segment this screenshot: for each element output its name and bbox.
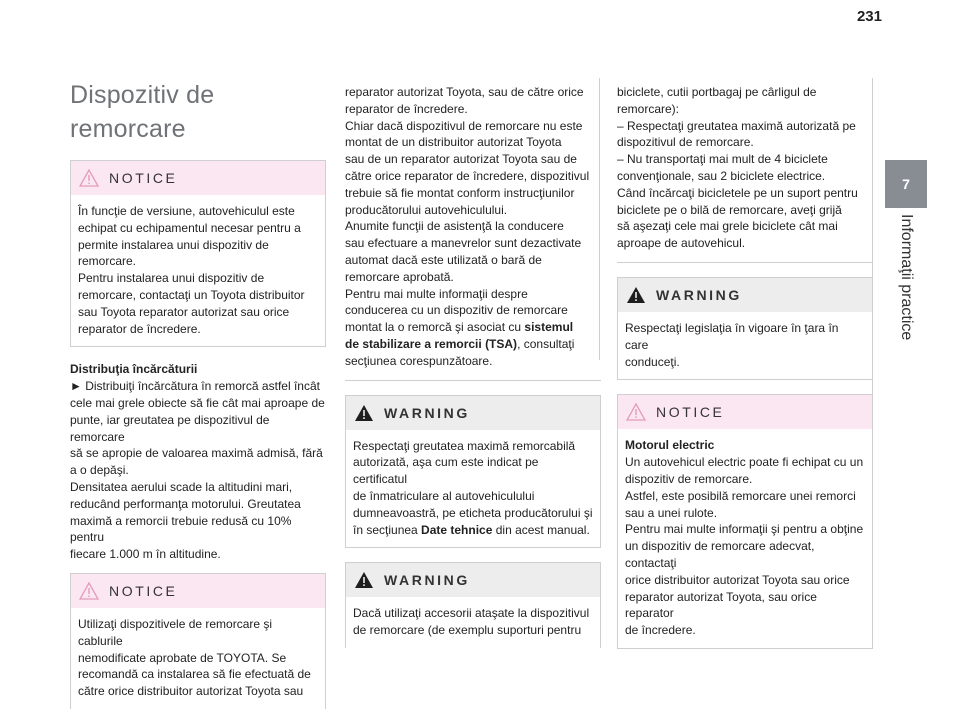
warning-text: Respectaţi legislaţia în vigoare în ţara în care conduceţi. (625, 320, 839, 369)
warning-header (618, 278, 872, 312)
notice-text: Utilizaţi dispozitivele de remorcare şi cablurile nemodificate aprobate de TOYOTA. Se recomandă ca instalarea să fie efectuată de către orice distribuitor autorizat Toyota sau (78, 616, 311, 699)
page-number: 231 (856, 8, 882, 25)
notice-heading: Motorul electric (625, 438, 715, 453)
notice-box-1 (70, 160, 326, 347)
column-divider (599, 78, 600, 360)
notice-label: NOTICE (109, 170, 178, 186)
notice-label: NOTICE (109, 582, 178, 599)
warning-text: Respectaţi greutatea maximă remorcabilă autorizată, aşa cum este indicat pe certificatul de înmatriculare al autovehiculului dumneavoastră, pe eticheta producătorului şi în secţiunea Date tehnice din acest manual. (353, 438, 593, 537)
column-2 (345, 84, 601, 662)
warning-header (346, 563, 600, 597)
load-distribution-section: Distribuţia încărcăturii ► Distribuiţi încărcătura în remorcă astfel încât cele mai grele obiecte să fie cât mai aproape de punte, iar greutatea pe dispozitivul de remorcare să se apropie de valoarea maximă admisă, fără a o depăşi. Densitatea aerului scade la altitudini mari, reducând performanţa motorului. Greutatea maximă a remorcii trebuie redusă cu 10% pentru fiecare 1.000 m în altitudine. (70, 362, 325, 562)
notice-header (71, 574, 325, 608)
continued-text-3: biciclete, cutii portbagaj pe cârligul de remorcare): – Respectaţi greutatea maximă autorizată pe dispozitivul de remorcare. – Nu transportaţi mai mult de 4 biciclete convenţionale, sau 2 biciclete electrice. Când încărcaţi bicicletele pe un suport pentru biciclete pe o bilă de remorcare, aveţi grijă să aşezaţi cele mai grele biciclete cât mai aproape de autovehicul. (617, 84, 873, 263)
chapter-number: 7 (885, 160, 927, 208)
warning-text: Dacă utilizaţi accesorii ataşate la dispozitivul de remorcare (de exemplu suporturi pentru (353, 606, 590, 638)
warning-label: WARNING (384, 572, 470, 589)
warning-box-3 (617, 277, 873, 380)
warning-label: WARNING (656, 286, 742, 303)
column-divider (872, 78, 873, 550)
column-1 (70, 78, 326, 723)
notice-triangle-icon (79, 582, 99, 600)
notice-header (71, 161, 325, 195)
notice-text: În funcţie de versiune, autovehiculul este echipat cu echipamentul necesar pentru a permite instalarea unui dispozitiv de remorcare. Pentru instalarea unui dispozitiv de remorcare, contactaţi un Toyota distribuitor sau Toyota reparator autorizat sau orice reparator de încredere. (78, 204, 305, 336)
notice-triangle-icon (626, 403, 646, 421)
warning-box-1 (345, 395, 601, 549)
warning-triangle-icon (354, 571, 374, 589)
section-heading: Distribuţia încărcăturii (70, 362, 198, 377)
warning-label: WARNING (384, 404, 470, 421)
notice-label: NOTICE (656, 404, 725, 421)
notice-box-2 (70, 573, 326, 709)
warning-box-2 (345, 562, 601, 648)
warning-triangle-icon (354, 404, 374, 422)
column-3 (617, 84, 873, 663)
page-title: Dispozitiv de remorcare (70, 81, 215, 143)
warning-header (346, 396, 600, 430)
notice-header (618, 395, 872, 429)
chapter-title: Informaţii practice (898, 214, 915, 341)
notice-box-3 (617, 394, 873, 649)
notice-text: Motorul electric Un autovehicul electric poate fi echipat cu un dispozitiv de remorcare. Astfel, este posibilă remorcare unei remorci sau a unei rulote. Pentru mai multe informaţii şi pentru a obţine un dispozitiv de remorcare adecvat, contactaţi orice distribuitor autorizat Toyota sau orice reparator autorizat Toyota, sau orice reparator de încredere. (625, 438, 864, 638)
notice-triangle-icon (79, 169, 99, 187)
warning-triangle-icon (626, 286, 646, 304)
continued-text-2: reparator autorizat Toyota, sau de către orice reparator de încredere. Chiar dacă dispozitivul de remorcare nu este montat de un distribuitor autorizat Toyota sau de un reparator autorizat Toyota sau de către orice reparator de încredere, dispozitivul trebuie să fie montat conform instrucţiunilor producătorului autovehiculului. Anumite funcţii de asistenţă la conducere sau efectuare a manevrelor sunt dezactivate automat dacă este utilizată o bară de remorcare aprobată. Pentru mai multe informaţii despre conducerea cu un dispozitiv de remorcare montat la o remorcă şi asociat cu sistemul de stabilizare a remorcii (TSA), consultaţi secţiunea corespunzătoare. (345, 84, 601, 381)
